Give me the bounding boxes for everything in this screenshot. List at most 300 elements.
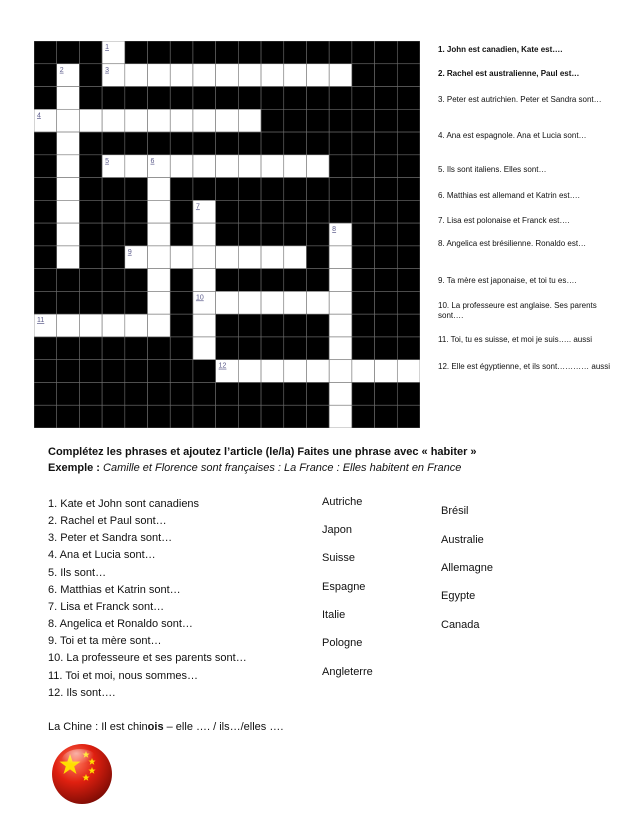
grid-cell-black bbox=[238, 269, 261, 292]
grid-cell-black bbox=[216, 382, 239, 405]
grid-cell-white[interactable] bbox=[57, 87, 80, 110]
grid-cell-white[interactable] bbox=[284, 155, 307, 178]
grid-cell-black bbox=[375, 405, 398, 428]
grid-cell-black bbox=[216, 269, 239, 292]
grid-cell-white[interactable] bbox=[57, 223, 80, 246]
grid-cell-white[interactable] bbox=[170, 155, 193, 178]
grid-cell-black bbox=[125, 405, 148, 428]
grid-cell-black bbox=[375, 109, 398, 132]
grid-cell-black bbox=[375, 64, 398, 87]
grid-cell-black bbox=[375, 87, 398, 110]
grid-cell-black bbox=[375, 269, 398, 292]
grid-cell-black bbox=[125, 382, 148, 405]
grid-cell-black bbox=[284, 337, 307, 360]
grid-cell-black bbox=[216, 178, 239, 201]
grid-cell-black bbox=[261, 314, 284, 337]
grid-cell-white[interactable] bbox=[238, 360, 261, 383]
grid-cell-white[interactable] bbox=[216, 291, 239, 314]
grid-cell-black bbox=[306, 178, 329, 201]
grid-cell-black bbox=[352, 200, 375, 223]
grid-cell-white[interactable] bbox=[57, 155, 80, 178]
grid-cell-white[interactable] bbox=[148, 178, 171, 201]
grid-cell-black bbox=[57, 382, 80, 405]
sentence-6: 6. Matthias et Katrin sont… bbox=[48, 584, 181, 596]
grid-cell-black bbox=[261, 405, 284, 428]
china-part-3: – elle …. / ils…/elles …. bbox=[163, 721, 284, 733]
grid-number-8: 8 bbox=[332, 226, 337, 234]
grid-cell-white[interactable] bbox=[102, 314, 125, 337]
grid-cell-black bbox=[238, 132, 261, 155]
grid-cell-black bbox=[306, 200, 329, 223]
grid-cell-black bbox=[306, 87, 329, 110]
grid-cell-black bbox=[306, 382, 329, 405]
grid-cell-white[interactable] bbox=[125, 109, 148, 132]
country-italie: Italie bbox=[322, 609, 346, 621]
grid-cell-white[interactable] bbox=[148, 64, 171, 87]
grid-cell-white[interactable] bbox=[261, 360, 284, 383]
grid-cell-black bbox=[238, 223, 261, 246]
grid-cell-black bbox=[170, 314, 193, 337]
grid-cell-white[interactable] bbox=[329, 360, 352, 383]
grid-cell-black bbox=[352, 87, 375, 110]
grid-cell-white[interactable] bbox=[238, 155, 261, 178]
grid-cell-black bbox=[352, 246, 375, 269]
grid-cell-white[interactable] bbox=[261, 64, 284, 87]
grid-cell-white[interactable] bbox=[238, 246, 261, 269]
grid-cell-black bbox=[102, 246, 125, 269]
grid-cell-white[interactable] bbox=[193, 337, 216, 360]
country-japon: Japon bbox=[322, 524, 352, 536]
grid-cell-black bbox=[397, 337, 420, 360]
grid-cell-black bbox=[352, 41, 375, 64]
grid-cell-black bbox=[193, 87, 216, 110]
grid-cell-black bbox=[284, 200, 307, 223]
grid-cell-white[interactable] bbox=[352, 360, 375, 383]
grid-cell-black bbox=[79, 64, 102, 87]
grid-cell-black bbox=[375, 382, 398, 405]
grid-cell-white[interactable] bbox=[397, 360, 420, 383]
grid-cell-white[interactable] bbox=[261, 155, 284, 178]
grid-number-12: 12 bbox=[218, 362, 227, 370]
grid-cell-black bbox=[375, 41, 398, 64]
grid-cell-black bbox=[329, 178, 352, 201]
grid-cell-white[interactable] bbox=[329, 64, 352, 87]
grid-cell-black bbox=[397, 314, 420, 337]
grid-cell-black bbox=[170, 291, 193, 314]
grid-cell-black bbox=[238, 382, 261, 405]
grid-cell-black bbox=[284, 382, 307, 405]
grid-cell-black bbox=[375, 132, 398, 155]
grid-number-7: 7 bbox=[195, 203, 200, 211]
grid-cell-black bbox=[238, 337, 261, 360]
grid-cell-white[interactable] bbox=[102, 109, 125, 132]
grid-cell-black bbox=[170, 382, 193, 405]
sentence-8: 8. Angelica et Ronaldo sont… bbox=[48, 618, 193, 630]
grid-cell-black bbox=[352, 291, 375, 314]
grid-cell-black bbox=[34, 223, 57, 246]
grid-cell-black bbox=[284, 87, 307, 110]
grid-cell-white[interactable] bbox=[193, 155, 216, 178]
grid-cell-black bbox=[170, 178, 193, 201]
clue-10: 10. La professeure est anglaise. Ses parents sont…. bbox=[438, 301, 597, 320]
grid-cell-white[interactable] bbox=[57, 132, 80, 155]
grid-cell-black bbox=[352, 269, 375, 292]
grid-cell-white[interactable] bbox=[57, 246, 80, 269]
grid-cell-white[interactable] bbox=[193, 314, 216, 337]
grid-cell-black bbox=[329, 87, 352, 110]
grid-cell-white[interactable] bbox=[238, 64, 261, 87]
sentence-1: 1. Kate et John sont canadiens bbox=[48, 498, 200, 510]
country-angleterre: Angleterre bbox=[322, 666, 373, 678]
grid-cell-white[interactable] bbox=[329, 291, 352, 314]
example-part-5: France bbox=[424, 462, 462, 474]
sentence-7: 7. Lisa et Franck sont… bbox=[48, 601, 165, 613]
grid-number-6: 6 bbox=[150, 157, 155, 165]
grid-cell-white[interactable] bbox=[306, 291, 329, 314]
clue-9: 9. Ta mère est japonaise, et toi tu es…. bbox=[438, 276, 577, 285]
grid-cell-black bbox=[148, 382, 171, 405]
grid-cell-black bbox=[34, 41, 57, 64]
sentence-3: 3. Peter et Sandra sont… bbox=[48, 532, 173, 544]
grid-cell-black bbox=[216, 405, 239, 428]
sentence-4: 4. Ana et Lucia sont… bbox=[48, 549, 156, 561]
grid-number-4: 4 bbox=[37, 112, 41, 120]
grid-cell-black bbox=[284, 223, 307, 246]
grid-cell-black bbox=[79, 178, 102, 201]
grid-cell-black bbox=[34, 405, 57, 428]
grid-cell-black bbox=[397, 109, 420, 132]
grid-cell-black bbox=[57, 405, 80, 428]
grid-cell-black bbox=[79, 269, 102, 292]
grid-cell-black bbox=[375, 200, 398, 223]
grid-cell-white[interactable] bbox=[148, 109, 171, 132]
clue-2: 2. Rachel est australienne, Paul est… bbox=[438, 69, 580, 78]
country-bresil: Brésil bbox=[441, 505, 469, 517]
grid-cell-black bbox=[352, 64, 375, 87]
grid-number-1: 1 bbox=[105, 44, 110, 51]
grid-cell-white[interactable] bbox=[329, 337, 352, 360]
grid-cell-black bbox=[238, 87, 261, 110]
grid-cell-white[interactable] bbox=[329, 405, 352, 428]
grid-cell-black bbox=[57, 360, 80, 383]
grid-number-3: 3 bbox=[105, 66, 110, 74]
grid-cell-black bbox=[148, 337, 171, 360]
grid-cell-black bbox=[216, 200, 239, 223]
example-article: La bbox=[284, 462, 297, 474]
grid-cell-black bbox=[125, 87, 148, 110]
grid-cell-black bbox=[34, 64, 57, 87]
grid-cell-black bbox=[397, 178, 420, 201]
grid-cell-white[interactable] bbox=[193, 109, 216, 132]
grid-cell-black bbox=[102, 178, 125, 201]
grid-cell-black bbox=[352, 132, 375, 155]
grid-cell-black bbox=[170, 41, 193, 64]
grid-cell-black bbox=[284, 314, 307, 337]
grid-cell-black bbox=[125, 360, 148, 383]
example-label: Exemple : bbox=[48, 462, 104, 474]
grid-cell-black bbox=[125, 337, 148, 360]
grid-cell-white[interactable] bbox=[329, 269, 352, 292]
grid-cell-black bbox=[148, 87, 171, 110]
grid-cell-black bbox=[261, 41, 284, 64]
grid-cell-black bbox=[306, 41, 329, 64]
grid-cell-white[interactable] bbox=[216, 155, 239, 178]
grid-number-9: 9 bbox=[127, 248, 132, 256]
grid-cell-black bbox=[352, 155, 375, 178]
grid-cell-white[interactable] bbox=[193, 246, 216, 269]
example-preposition: en bbox=[411, 462, 425, 474]
clue-12: 12. Elle est égyptienne, et ils sont………… aussi bbox=[438, 362, 611, 371]
grid-cell-black bbox=[102, 223, 125, 246]
grid-cell-black bbox=[261, 223, 284, 246]
grid-cell-black bbox=[79, 246, 102, 269]
grid-cell-black bbox=[397, 200, 420, 223]
grid-cell-black bbox=[261, 337, 284, 360]
grid-cell-black bbox=[238, 200, 261, 223]
china-suffix: ois bbox=[147, 721, 164, 733]
grid-cell-black bbox=[329, 155, 352, 178]
grid-cell-white[interactable] bbox=[216, 246, 239, 269]
grid-cell-black bbox=[193, 178, 216, 201]
grid-cell-white[interactable] bbox=[284, 64, 307, 87]
grid-cell-black bbox=[34, 269, 57, 292]
grid-cell-black bbox=[352, 382, 375, 405]
grid-cell-black bbox=[79, 405, 102, 428]
example-line bbox=[48, 462, 461, 474]
grid-cell-white[interactable] bbox=[148, 200, 171, 223]
sentence-9: 9. Toi et ta mère sont… bbox=[48, 635, 162, 647]
example-part-1: Camille et Florence sont françaises : bbox=[103, 462, 284, 474]
grid-cell-black bbox=[238, 405, 261, 428]
grid-cell-white[interactable] bbox=[329, 382, 352, 405]
grid-cell-black bbox=[193, 405, 216, 428]
grid-cell-black bbox=[375, 155, 398, 178]
grid-cell-white[interactable] bbox=[125, 155, 148, 178]
grid-cell-black bbox=[79, 200, 102, 223]
grid-cell-black bbox=[79, 337, 102, 360]
grid-cell-black bbox=[261, 200, 284, 223]
grid-cell-black bbox=[102, 360, 125, 383]
clue-11: 11. Toi, tu es suisse, et moi je suis….. aussi bbox=[438, 335, 592, 344]
grid-cell-black bbox=[125, 223, 148, 246]
grid-cell-white[interactable] bbox=[284, 360, 307, 383]
grid-cell-black bbox=[306, 269, 329, 292]
grid-cell-black bbox=[193, 382, 216, 405]
grid-cell-white[interactable] bbox=[57, 178, 80, 201]
grid-number-11: 11 bbox=[37, 317, 45, 325]
china-flag-icon bbox=[50, 742, 114, 806]
grid-cell-white[interactable] bbox=[216, 109, 239, 132]
grid-cell-black bbox=[261, 87, 284, 110]
grid-cell-white[interactable] bbox=[329, 246, 352, 269]
grid-cell-white[interactable] bbox=[148, 223, 171, 246]
grid-cell-black bbox=[238, 178, 261, 201]
grid-cell-white[interactable] bbox=[216, 64, 239, 87]
grid-cell-black bbox=[102, 269, 125, 292]
country-espagne: Espagne bbox=[322, 581, 366, 593]
grid-cell-white[interactable] bbox=[148, 246, 171, 269]
grid-cell-white[interactable] bbox=[57, 314, 80, 337]
grid-cell-white[interactable] bbox=[193, 64, 216, 87]
grid-cell-white[interactable] bbox=[261, 291, 284, 314]
grid-cell-white[interactable] bbox=[57, 109, 80, 132]
clue-1: 1. John est canadien, Kate est…. bbox=[438, 45, 563, 54]
grid-cell-black bbox=[148, 132, 171, 155]
grid-cell-black bbox=[170, 360, 193, 383]
grid-cell-black bbox=[125, 178, 148, 201]
grid-cell-black bbox=[193, 41, 216, 64]
sentence-2: 2. Rachel et Paul sont… bbox=[48, 515, 167, 527]
country-allemagne: Allemagne bbox=[441, 562, 493, 574]
grid-cell-black bbox=[125, 41, 148, 64]
grid-number-5: 5 bbox=[105, 157, 110, 165]
grid-cell-white[interactable] bbox=[170, 246, 193, 269]
grid-cell-black bbox=[306, 337, 329, 360]
grid-cell-black bbox=[57, 41, 80, 64]
grid-number-2: 2 bbox=[59, 66, 64, 74]
china-part-1: La Chine : Il est chin bbox=[48, 721, 148, 733]
grid-cell-black bbox=[170, 200, 193, 223]
grid-cell-black bbox=[57, 337, 80, 360]
grid-cell-black bbox=[329, 109, 352, 132]
grid-cell-white[interactable] bbox=[329, 314, 352, 337]
grid-cell-black bbox=[216, 337, 239, 360]
grid-cell-black bbox=[34, 178, 57, 201]
grid-cell-black bbox=[284, 109, 307, 132]
grid-cell-black bbox=[125, 291, 148, 314]
grid-cell-black bbox=[216, 314, 239, 337]
grid-cell-black bbox=[79, 223, 102, 246]
grid-cell-white[interactable] bbox=[148, 291, 171, 314]
grid-cell-black bbox=[79, 41, 102, 64]
grid-cell-black bbox=[284, 405, 307, 428]
grid-cell-black bbox=[306, 314, 329, 337]
grid-cell-black bbox=[284, 41, 307, 64]
example-part-3: France : Elles habitent bbox=[296, 462, 412, 474]
grid-cell-black bbox=[261, 109, 284, 132]
grid-cell-black bbox=[397, 405, 420, 428]
grid-cell-black bbox=[79, 87, 102, 110]
clue-5: 5. Ils sont italiens. Elles sont… bbox=[438, 165, 547, 174]
grid-cell-black bbox=[170, 223, 193, 246]
country-autriche: Autriche bbox=[322, 496, 363, 508]
grid-cell-white[interactable] bbox=[148, 269, 171, 292]
grid-cell-black bbox=[375, 337, 398, 360]
grid-cell-black bbox=[102, 87, 125, 110]
grid-cell-black bbox=[34, 246, 57, 269]
sentence-5: 5. Ils sont… bbox=[48, 567, 107, 579]
grid-cell-black bbox=[261, 269, 284, 292]
grid-cell-black bbox=[352, 405, 375, 428]
grid-cell-black bbox=[261, 132, 284, 155]
grid-cell-black bbox=[238, 41, 261, 64]
grid-cell-white[interactable] bbox=[79, 109, 102, 132]
grid-cell-black bbox=[306, 405, 329, 428]
grid-cell-black bbox=[79, 132, 102, 155]
grid-cell-white[interactable] bbox=[306, 360, 329, 383]
grid-cell-black bbox=[170, 337, 193, 360]
grid-cell-white[interactable] bbox=[238, 109, 261, 132]
grid-cell-white[interactable] bbox=[79, 314, 102, 337]
grid-cell-white[interactable] bbox=[170, 109, 193, 132]
grid-cell-white[interactable] bbox=[375, 360, 398, 383]
grid-cell-white[interactable] bbox=[261, 246, 284, 269]
grid-cell-white[interactable] bbox=[306, 155, 329, 178]
grid-cell-white[interactable] bbox=[284, 246, 307, 269]
grid-cell-black bbox=[170, 132, 193, 155]
grid-cell-black bbox=[329, 200, 352, 223]
grid-cell-black bbox=[375, 246, 398, 269]
grid-cell-black bbox=[329, 41, 352, 64]
grid-cell-black bbox=[397, 269, 420, 292]
grid-cell-black bbox=[170, 269, 193, 292]
grid-cell-white[interactable] bbox=[125, 64, 148, 87]
grid-cell-black bbox=[375, 291, 398, 314]
country-egypte: Egypte bbox=[441, 590, 476, 602]
grid-cell-black bbox=[148, 41, 171, 64]
grid-cell-black bbox=[397, 291, 420, 314]
grid-cell-black bbox=[284, 132, 307, 155]
grid-cell-black bbox=[102, 382, 125, 405]
grid-cell-black bbox=[34, 360, 57, 383]
grid-cell-black bbox=[306, 109, 329, 132]
grid-cell-black bbox=[284, 178, 307, 201]
grid-cell-black bbox=[329, 132, 352, 155]
grid-cell-black bbox=[79, 291, 102, 314]
china-example bbox=[48, 721, 283, 733]
grid-cell-black bbox=[34, 337, 57, 360]
grid-cell-black bbox=[216, 132, 239, 155]
grid-cell-black bbox=[352, 337, 375, 360]
grid-cell-white[interactable] bbox=[284, 291, 307, 314]
grid-cell-white[interactable] bbox=[148, 314, 171, 337]
grid-cell-black bbox=[397, 246, 420, 269]
grid-number-10: 10 bbox=[195, 294, 204, 302]
crossword-svg bbox=[34, 41, 420, 428]
grid-cell-black bbox=[148, 360, 171, 383]
grid-cell-black bbox=[34, 291, 57, 314]
grid-cell-white[interactable] bbox=[306, 64, 329, 87]
grid-cell-black bbox=[79, 155, 102, 178]
country-pologne: Pologne bbox=[322, 637, 363, 649]
country-suisse: Suisse bbox=[322, 552, 356, 564]
clue-8: 8. Angelica est brésilienne. Ronaldo est… bbox=[438, 239, 587, 248]
grid-cell-black bbox=[170, 405, 193, 428]
grid-cell-black bbox=[193, 360, 216, 383]
grid-cell-black bbox=[102, 405, 125, 428]
grid-cell-black bbox=[352, 314, 375, 337]
grid-cell-white[interactable] bbox=[238, 291, 261, 314]
country-australie: Australie bbox=[441, 534, 484, 546]
grid-cell-white[interactable] bbox=[193, 223, 216, 246]
sentence-11: 11. Toi et moi, nous sommes… bbox=[48, 670, 198, 682]
clue-4: 4. Ana est espagnole. Ana et Lucia sont… bbox=[438, 131, 587, 140]
grid-cell-black bbox=[352, 109, 375, 132]
grid-cell-white[interactable] bbox=[57, 200, 80, 223]
grid-cell-black bbox=[148, 405, 171, 428]
grid-cell-white[interactable] bbox=[125, 314, 148, 337]
grid-cell-white[interactable] bbox=[170, 64, 193, 87]
grid-cell-black bbox=[125, 200, 148, 223]
clue-3: 3. Peter est autrichien. Peter et Sandra sont… bbox=[438, 95, 602, 104]
grid-cell-black bbox=[397, 64, 420, 87]
grid-cell-black bbox=[216, 41, 239, 64]
grid-cell-black bbox=[34, 155, 57, 178]
grid-cell-black bbox=[375, 223, 398, 246]
grid-cell-black bbox=[397, 132, 420, 155]
grid-cell-black bbox=[306, 246, 329, 269]
grid-cell-white[interactable] bbox=[193, 269, 216, 292]
